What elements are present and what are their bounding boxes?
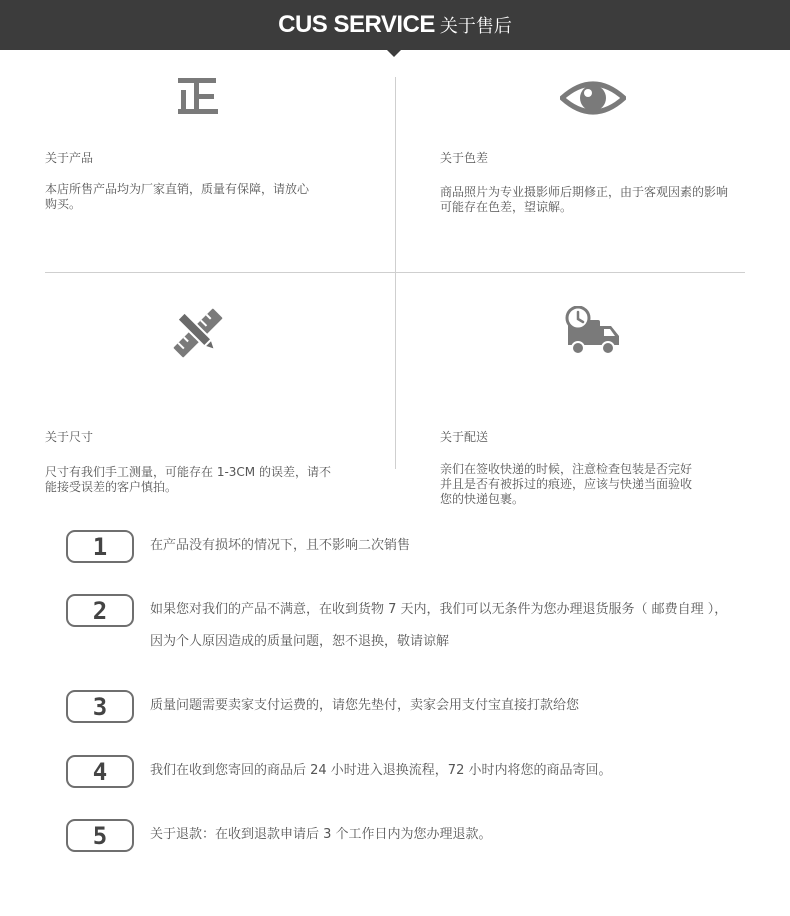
size-desc-line: 能接受误差的客户慎拍。 xyxy=(45,480,178,494)
delivery-truck-clock-icon xyxy=(564,306,622,358)
rule-number-badge: 2 xyxy=(66,594,134,627)
eye-icon xyxy=(560,76,626,120)
rule-text: 在产品没有损坏的情况下，且不影响二次销售 xyxy=(150,538,411,553)
delivery-title: 关于配送 xyxy=(440,430,489,444)
grid-divider-horizontal xyxy=(45,272,745,273)
product-title: 关于产品 xyxy=(45,151,94,165)
color-desc-line: 商品照片为专业摄影师后期修正，由于客观因素的影响 xyxy=(440,185,729,199)
size-title: 关于尺寸 xyxy=(45,430,94,444)
rule-text: 关于退款：在收到退款申请后 3 个工作日内为您办理退款。 xyxy=(150,827,492,842)
product-desc xyxy=(45,182,309,212)
delivery-desc-line: 您的快递包裹。 xyxy=(440,492,525,506)
header-bar xyxy=(0,0,790,50)
delivery-desc-line: 并且是否有被拆过的痕迹，应该与快递当面验收 xyxy=(440,477,693,491)
rule-text: 因为个人原因造成的质量问题，恕不退换，敬请谅解 xyxy=(150,634,450,649)
header-title-cn: 关于售后 xyxy=(439,16,512,37)
color-title: 关于色差 xyxy=(440,151,489,165)
rule-text: 质量问题需要卖家支付运费的，请您先垫付，卖家会用支付宝直接打款给您 xyxy=(150,698,580,713)
size-desc-line: 尺寸有我们手工测量，可能存在 1-3CM 的误差，请不 xyxy=(45,465,331,479)
rule-number-badge: 4 xyxy=(66,755,134,788)
product-desc-line: 购买。 xyxy=(45,197,82,211)
header-title-en: CUS SERVICE xyxy=(278,11,435,38)
color-desc-line: 可能存在色差，望谅解。 xyxy=(440,200,573,214)
zheng-character-icon xyxy=(176,76,220,116)
service-info-grid xyxy=(0,50,790,506)
grid-divider-vertical xyxy=(395,77,396,469)
rule-number-badge: 3 xyxy=(66,690,134,723)
color-desc xyxy=(440,185,760,215)
rule-number-badge: 5 xyxy=(66,819,134,852)
rule-text: 如果您对我们的产品不满意，在收到货物 7 天内，我们可以无条件为您办理退货服务（ 邮费自理 ）， xyxy=(150,602,728,617)
rule-text: 我们在收到您寄回的商品后 24 小时进入退换流程，72 小时内将您的商品寄回。 xyxy=(150,763,612,778)
product-desc-line: 本店所售产品均为厂家直销，质量有保障，请放心 xyxy=(45,182,310,196)
pencil-ruler-icon xyxy=(172,307,224,359)
size-desc xyxy=(45,465,331,495)
delivery-desc-line: 亲们在签收快递的时候，注意检查包装是否完好 xyxy=(440,462,693,476)
delivery-desc xyxy=(440,462,692,507)
rule-number-badge: 1 xyxy=(66,530,134,563)
